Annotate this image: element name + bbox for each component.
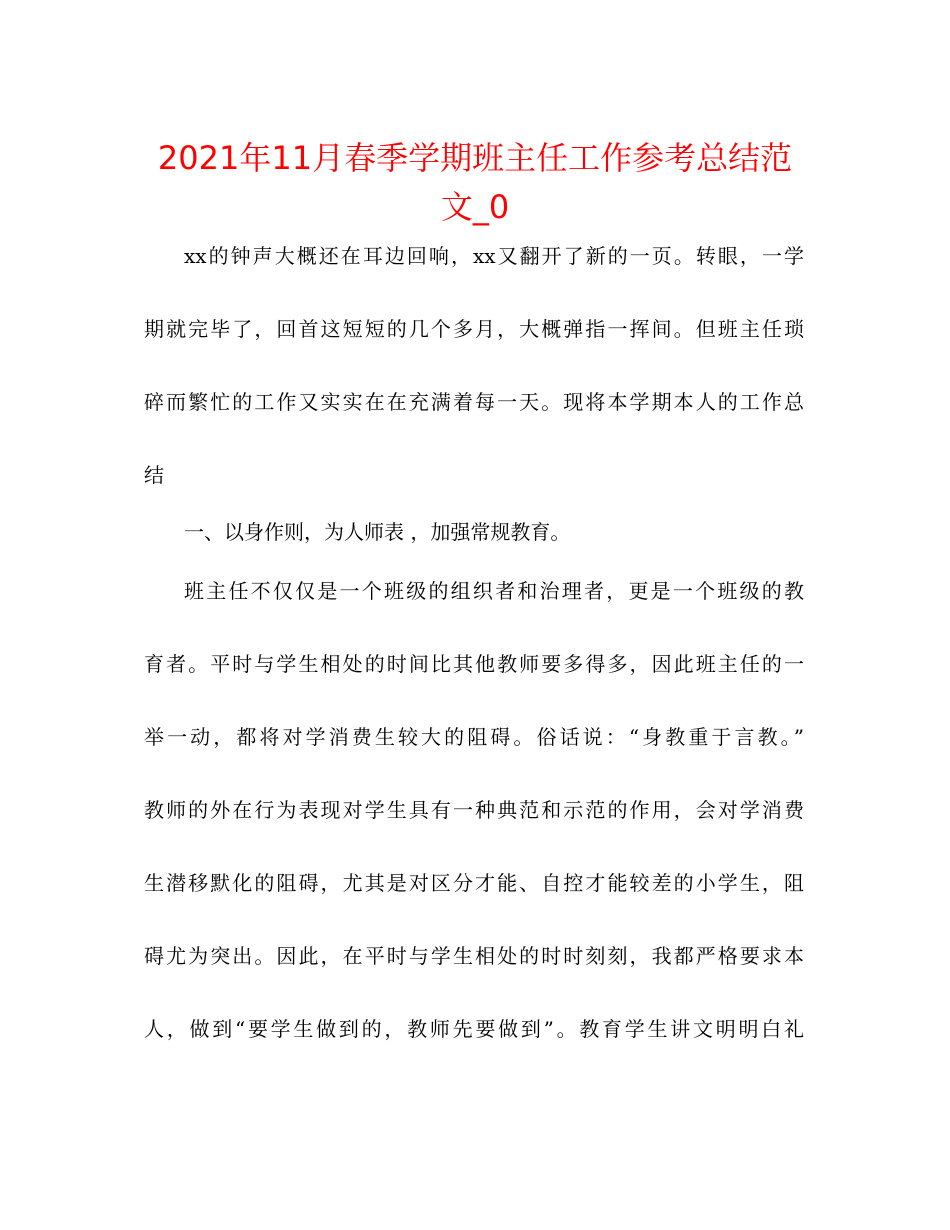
paragraph-line: 人，做到“要学生做到的，教师先要做到”。教育学生讲文明明白礼	[144, 1017, 804, 1041]
paragraph-line: 碍尤为突出。因此，在平时与学生相处的时时刻刻，我都严格要求本	[144, 944, 804, 968]
paragraph-line: 结	[144, 463, 164, 487]
paragraph-line: 教师的外在行为表现对学生具有一种典范和示范的作用，会对学消费	[144, 798, 804, 822]
paragraph-line: 举一动，都将对学消费生较大的阻碍。俗话说：“身教重于言教。”	[144, 725, 804, 749]
paragraph-line: 育者。平时与学生相处的时间比其他教师要多得多，因此班主任的一	[144, 652, 804, 676]
paragraph-line: 碎而繁忙的工作又实实在在充满着每一天。现将本学期本人的工作总	[144, 390, 804, 414]
title-line-2: 文_0	[440, 188, 510, 226]
paragraph-line: 期就完毕了，回首这短短的几个多月，大概弹指一挥间。但班主任琐	[144, 317, 804, 341]
paragraph-line: 班主任不仅仅是一个班级的组织者和治理者，更是一个班级的教	[184, 579, 804, 603]
paragraph-line: xx的钟声大概还在耳边回响，xx又翻开了新的一页。转眼，一学	[184, 244, 804, 268]
document-body	[144, 0, 808, 1230]
paragraph-line: 生潜移默化的阻碍，尤其是对区分才能、自控才能较差的小学生，阻	[144, 871, 804, 895]
section-heading: 一、以身作则，为人师表 ，加强常规教育。	[184, 520, 571, 544]
title-line-1: 2021年11月春季学期班主任工作参考总结范	[157, 139, 793, 177]
